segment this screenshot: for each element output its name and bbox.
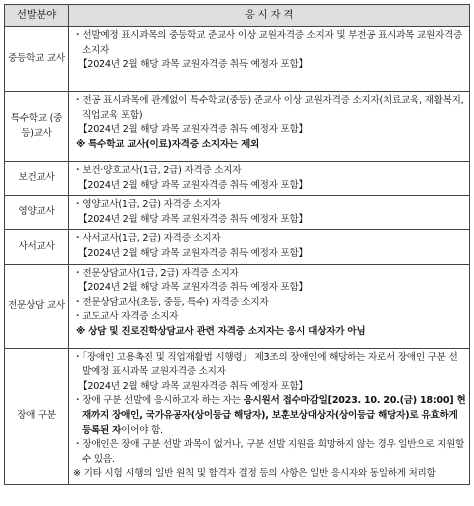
table-row xyxy=(5,27,470,92)
trailing-text: 이어야 함. xyxy=(121,424,163,436)
row-category: 전문상담 교사 xyxy=(5,264,69,348)
row-category: 영양교사 xyxy=(5,196,69,230)
row-content xyxy=(69,162,470,196)
list-item: ・전문상담교사(1급, 2급) 자격증 소지자 xyxy=(73,267,239,279)
list-item: ・전문상담교사(초등, 중등, 특수) 자격증 소지자 xyxy=(73,296,269,308)
table-row xyxy=(5,230,470,264)
row-content xyxy=(69,264,470,348)
notice-text: ※ 특수학교 교사(이료)자격증 소지자는 제외 xyxy=(76,138,260,150)
list-item: ・「장애인 고용촉진 및 직업재활법 시행령」 제3조의 장애인에 해당하는 자로서 장애인 구분 선발예정 표시과목 교원자격증 소지자 xyxy=(73,351,458,378)
list-item: 【2024년 2월 해당 과목 교원자격증 취득 예정자 포함】 xyxy=(78,282,308,294)
table-row xyxy=(5,264,470,348)
list-item: 【2024년 2월 해당 과목 교원자격증 취득 예정자 포함】 xyxy=(78,124,308,136)
row-content xyxy=(69,92,470,162)
list-item: ・사서교사(1급, 2급) 자격증 소지자 xyxy=(73,233,221,245)
deadline-highlight: 응시원서 접수마감일[2023. 10. 20.(금) 18:00] 현재까지 장애인, 국가유공자(상이등급 해당자), 보훈보상대상자(상이등급 해당자)로 유효하게 등록된 자 xyxy=(82,395,466,436)
table-header-row xyxy=(5,5,470,27)
list-item xyxy=(73,394,466,438)
list-item: ・보건·양호교사(1급, 2급) 자격증 소지자 xyxy=(73,165,242,176)
row-content xyxy=(69,27,470,92)
header-field: 선발분야 xyxy=(5,5,69,27)
header-qualification: 응 시 자 격 xyxy=(69,5,470,27)
list-item: ・선발예정 표시과목의 중등학교 준교사 이상 교원자격증 소지자 및 부전공 표시과목 교원자격증 소지자 xyxy=(73,30,463,56)
list-item: ・교도교사 자격증 소지자 xyxy=(73,311,179,323)
row-category: 사서교사 xyxy=(5,230,69,264)
row-content xyxy=(69,230,470,264)
table-row xyxy=(5,162,470,196)
row-content xyxy=(69,348,470,484)
list-item: 【2024년 2월 해당 과목 교원자격증 취득 예정자 포함】 xyxy=(78,179,308,191)
notice-text: ※ 기타 시험 시행의 일반 원칙 및 합격자 결정 등의 사항은 일반 응시자와 동일하게 처리함 xyxy=(73,468,436,480)
list-item: 【2024년 2월 해당 과목 교원자격증 취득 예정자 포함】 xyxy=(78,380,308,392)
intro-text: ・장애 구분 선발에 응시하고자 하는 자는 xyxy=(73,395,241,407)
notice-text: ※ 상담 및 진로진학상담교사 관련 자격증 소지자는 응시 대상자가 아님 xyxy=(76,325,366,337)
table-row xyxy=(5,196,470,230)
qualification-table xyxy=(4,4,470,485)
row-content xyxy=(69,196,470,230)
list-item: ・장애인은 장애 구분 선발 과목이 없거나, 구분 선발 지원을 희망하지 않는 경우 일반으로 지원할 수 있음. xyxy=(73,439,465,465)
list-item: 【2024년 2월 해당 과목 교원자격증 취득 예정자 포함】 xyxy=(78,213,308,225)
table-row xyxy=(5,92,470,162)
row-category: 보건교사 xyxy=(5,162,69,196)
table-row xyxy=(5,348,470,484)
row-category: 특수학교 (중등)교사 xyxy=(5,92,69,162)
list-item: 【2024년 2월 해당 과목 교원자격증 취득 예정자 포함】 xyxy=(78,247,308,259)
list-item: ・영양교사(1급, 2급) 자격증 소지자 xyxy=(73,199,221,211)
row-category: 장애 구분 xyxy=(5,348,69,484)
list-item: 【2024년 2월 해당 과목 교원자격증 취득 예정자 포함】 xyxy=(78,59,308,71)
list-item: ・전공 표시과목에 관계없이 특수학교(중등) 준교사 이상 교원자격증 소지자(치료교육, 재활복지, 직업교육 포함) xyxy=(73,95,464,121)
row-category: 중등학교 교사 xyxy=(5,27,69,92)
